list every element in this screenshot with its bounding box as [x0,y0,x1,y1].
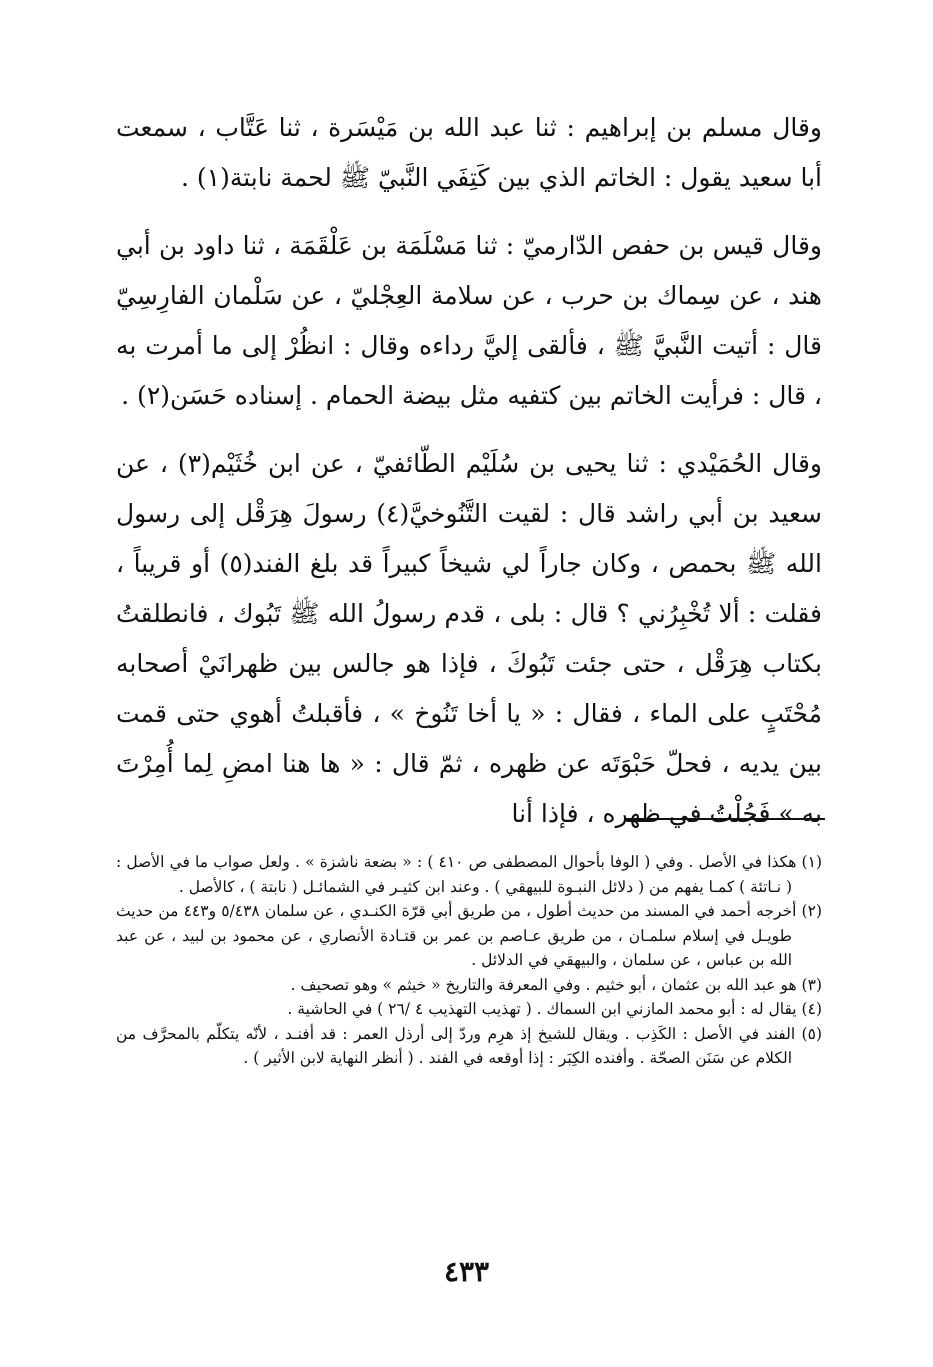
paragraph-al-humaydi: وقال الحُمَيْدي : ثنا يحيى بن سُلَيْم الطّائفيّ ، عن ابن خُثَيْم(٣) ، عن سعيد بن أبي راشد قال : لقيت التَّنُوخيَّ(٤) رسولَ هِرَقْل إلى رسول الله ﷺ بحمص ، وكان جاراً لي شيخاً كبيراً قد بلغ الفند(٥) أو قريباً ، فقلت : ألا تُخْبِرُني ؟ قال : بلى ، قدم رسولُ الله ﷺ تَبُوك ، فانطلقتُ بكتاب هِرَقْل ، حتى جئت تَبُوكَ ، فإذا هو جالس بين ظهرانَيْ أصحابه مُحْتَبٍ على الماء ، فقال : « يا أخا تَنُوخ » ، فأقبلتُ أهوي حتى قمت بين يديه ، فحلّ حَبْوَتَه عن ظهره ، ثمّ قال : « ها هنا امضِ لِما أُمِرْتَ به » فَجُلْتُ في ظهره ، فإذا أنا [116,449,822,828]
footnote-4: (٤) يقال له : أبو محمد المازني ابن السماك . ( تهذيب التهذيب ٤ /٢٦ ) في الحاشية . [287,1000,822,1018]
footnotes-section [116,850,822,1071]
paragraph-qays-ibn-hafs: وقال قيس بن حفص الدّارميّ : ثنا مَسْلَمَة بن عَلْقَمَة ، ثنا داود بن أبي هند ، عن سِماك بن حرب ، عن سلامة العِجْليّ ، عن سَلْمان الفارِسِيّ قال : أتيت النَّبيَّ ﷺ ، فألقى إليَّ رداءه وقال : انظُرْ إلى ما أمرت به ، قال : فرأيت الخاتم بين كتفيه مثل بيضة الحمام . إسناده حَسَن(٢) . [116,231,822,410]
paragraph-muslim-ibn-ibrahim: وقال مسلم بن إبراهيم : ثنا عبد الله بن مَيْسَرة ، ثنا عَتَّاب ، سمعت أبا سعيد يقول : الخاتم الذي بين كَتِفَي النَّبيّ ﷺ لحمة نابتة(١) . [116,113,822,192]
footnote-3: (٣) هو عبد الله بن عثمان ، أبو خثيم . وفي المعرفة والتاريخ « خيثم » وهو تصحيف . [290,975,822,994]
footnote-separator [624,818,825,820]
footnote-5: (٥) الفند في الأصل : الكَذِب . ويقال للشيخ إذ هرِم وردّ إلى أرذل العمر : قد أفنـد ، لأنّه يتكلّم بالمحرَّف من الكلام عن سَنَن الصحّة . وأفنده الكِبَر : إذا أوقعه في الفند . ( أنظر النهاية لابن الأثير ) . [116,1024,822,1067]
page-number: ٤٣٣ [443,1255,490,1288]
footnote-2: (٢) أخرجه أحمد في المسند من حديث أطول ، من طريق أبي قرّة الكنـدي ، عن سلمان ٥/٤٣٨ و٤٤٣ من حديث طويـل في إسلام سلمـان ، من طريق عـاصم بن عمر بن قتـادة الأنصاري ، عن محمود بن لبيد ، عن عبد الله بن عباس ، عن سلمان ، والبيهقي في الدلائل . [116,902,822,969]
footnote-1: (١) هكذا في الأصل . وفي ( الوفا بأحوال المصطفى ص ٤١٠ ) : « بضعة ناشزة » . ولعل صواب ما في الأصل : ( نـاتئة ) كمـا يفهم من ( دلائل النبـوة للبيهقي ) . وعند ابن كثيـر في الشمائـل ( نابتة ) ، كالأصل . [116,853,822,896]
